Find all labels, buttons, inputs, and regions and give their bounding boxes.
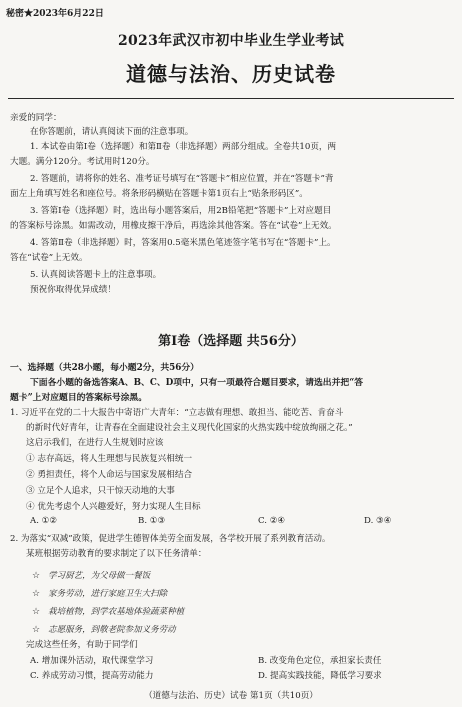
star-icon: ☆	[32, 607, 41, 617]
notice-line: 2. 答题前，请将你的姓名、准考证号填写在“答题卡”相应位置，并在“答题卡”背	[30, 174, 334, 184]
notice-line: 3. 答第Ⅰ卷（选择题）时，选出每小题答案后，用2B铅笔把“答题卡”上对应题目	[30, 206, 332, 216]
task-list-item: ☆ 志愿服务，到敬老院参加义务劳动	[32, 625, 176, 635]
notice-greeting: 亲爱的同学：	[10, 113, 62, 123]
star-icon: ☆	[32, 625, 41, 635]
instruction-line: 题卡”上对应题目的答案标号涂黑。	[10, 393, 148, 403]
notice-line: 答在“试卷”上无效。	[10, 253, 88, 263]
answer-option-c: C. ②④	[258, 516, 286, 526]
task-list-item: ☆ 学习厨艺，为父母做一餐饭	[32, 571, 151, 581]
question-2-stem: 2. 为落实“双减”政策，促进学生德智体美劳全面发展，各学校开展了系列教育活动。	[10, 534, 331, 544]
notice-line: 5. 认真阅读答题卡上的注意事项。	[30, 270, 162, 280]
answer-option-b: B. ①③	[138, 516, 166, 526]
statement-number: ③	[26, 486, 35, 496]
secret-label: 秘密★2023年6月22日	[6, 9, 104, 19]
question-2-stem: 某班根据劳动教育的要求制定了以下任务清单：	[26, 549, 207, 559]
statement-item	[26, 500, 201, 512]
statement-text: 勇担责任，将个人命运与国家发展相结合	[37, 470, 193, 480]
statement-text: 优先考虑个人兴趣爱好，努力实现人生目标	[37, 502, 201, 512]
notice-line: 大题。满分120分。考试用时120分。	[10, 157, 155, 167]
statement-item	[26, 484, 175, 496]
statement-number: ②	[26, 470, 35, 480]
notice-line: 的答案标号涂黑。如需改动，用橡皮擦干净后，再选涂其他答案。答在“试卷”上无效。	[10, 221, 337, 231]
statement-text: 立足个人追求，只干惊天动地的大事	[37, 486, 175, 496]
exam-subject-title: 道德与法治、历史试卷	[126, 62, 336, 86]
answer-option-d: D. 提高实践技能，降低学习要求	[258, 671, 382, 681]
star-icon: ☆	[32, 589, 41, 599]
question-1-stem: 1. 习近平在党的二十大报告中寄语广大青年：“立志做有理想、敢担当、能吃苦、肯奋斗	[10, 408, 344, 418]
notice-closing: 预祝你取得优异成绩！	[30, 285, 116, 295]
star-icon: ☆	[32, 571, 41, 581]
notice-line: 在你答题前，请认真阅读下面的注意事项。	[30, 127, 194, 137]
statement-item	[26, 468, 192, 480]
task-list-item: ☆ 栽培植物，到学农基地体验蔬菜种植	[32, 607, 185, 617]
page-footer: （道德与法治、历史）试卷 第1页（共10页）	[144, 691, 318, 701]
answer-option-b: B. 改变角色定位，承担家长责任	[258, 656, 382, 666]
instruction-line: 下面各小题的备选答案A、B、C、D项中，只有一项最符合题目要求，请选出并把“答	[30, 378, 364, 388]
question-1-stem: 的新时代好青年，让青春在全面建设社会主义现代化国家的火热实践中绽放绚丽之花。”	[26, 423, 353, 433]
answer-option-a: A. 增加课外活动，取代课堂学习	[30, 656, 154, 666]
statement-number: ①	[26, 454, 35, 464]
question-2-stem: 完成这些任务，有助于同学们	[26, 640, 138, 650]
part-heading: 一、选择题（共28小题，每小题2分，共56分）	[10, 363, 199, 373]
statement-number: ④	[26, 502, 35, 512]
exam-title: 2023年武汉市初中毕业生学业考试	[117, 33, 345, 49]
statement-text: 志存高远，将人生理想与民族复兴相统一	[37, 454, 193, 464]
answer-option-a: A. ①②	[30, 516, 58, 526]
notice-line: 1. 本试卷由第Ⅰ卷（选择题）和第Ⅱ卷（非选择题）两部分组成。全卷共10页，两	[30, 142, 337, 152]
answer-option-d: D. ③④	[364, 516, 392, 526]
notice-line: 面左上角填写姓名和座位号。将条形码横贴在答题卡第1页右上“贴条形码区”。	[10, 189, 308, 199]
answer-option-c: C. 养成劳动习惯，提高劳动能力	[30, 671, 154, 681]
task-list	[26, 555, 256, 635]
task-list-item: ☆ 家务劳动，进行家庭卫生大扫除	[32, 589, 168, 599]
notice-line: 4. 答第Ⅱ卷（非选择题）时，答案用0.5毫米黑色笔迹签字笔书写在“答题卡”上。	[30, 238, 336, 248]
statement-item	[26, 452, 192, 464]
header-divider	[8, 98, 454, 99]
question-1-stem: 这启示我们，在进行人生规划时应该	[26, 438, 164, 448]
section-title: 第Ⅰ卷（选择题 共56分）	[158, 334, 304, 349]
